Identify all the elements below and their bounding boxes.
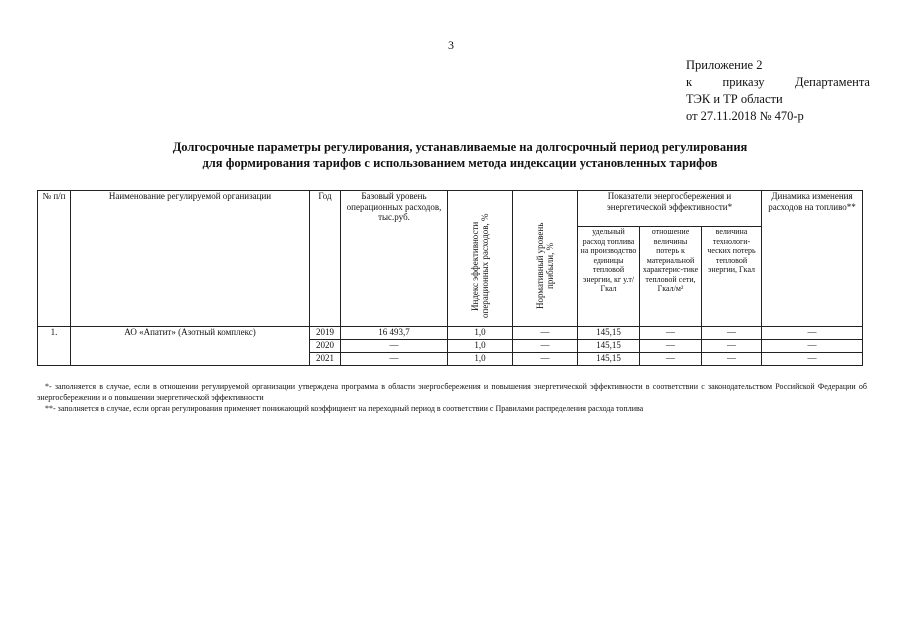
parameters-table — [37, 190, 863, 366]
cell-base: — — [341, 353, 448, 366]
appendix-order-line: к приказу Департамента — [686, 75, 870, 89]
row-num: 1. — [38, 327, 71, 366]
header-fuel-dynamics: Динамика изменения расходов на топливо** — [762, 191, 863, 327]
header-fuel-rate: удельный расход топлива на производство единицы тепловой энергии, кг у.т/Гкал — [578, 227, 640, 327]
header-loss-ratio: отношение величины потерь к материальной характерис-тике тепловой сети, Гкал/м² — [640, 227, 702, 327]
header-year: Год — [310, 191, 341, 327]
header-profit-level: Нормативный уровень прибыли, % — [513, 191, 578, 327]
cell-dynamics: — — [762, 340, 863, 353]
cell-index: 1,0 — [448, 353, 513, 366]
cell-loss-ratio: — — [640, 340, 702, 353]
cell-year: 2019 — [310, 327, 341, 340]
cell-tech-loss: — — [702, 353, 762, 366]
header-base-cost: Базовый уровень операционных расходов, тыс.руб. — [341, 191, 448, 327]
cell-dynamics: — — [762, 327, 863, 340]
appendix-header — [686, 57, 870, 125]
footnote-2: **- заполняется в случае, если орган регулирования применяет понижающий коэффициент на переходный период в соответствии с Правилами распределения расхода топлива — [45, 404, 644, 413]
footnotes — [37, 381, 867, 414]
document-title: Долгосрочные параметры регулирования, устанавливаемые на долгосрочный период регулирования для формирования тарифов с использованием метода индексации установленных тарифов — [172, 140, 748, 170]
cell-base: 16 493,7 — [341, 327, 448, 340]
appendix-title: Приложение 2 — [686, 58, 763, 72]
cell-fuel-rate: 145,15 — [578, 327, 640, 340]
cell-loss-ratio: — — [640, 327, 702, 340]
table-row — [38, 327, 863, 340]
row-org: АО «Апатит» (Азотный комплекс) — [71, 327, 310, 366]
cell-profit: — — [513, 327, 578, 340]
cell-profit: — — [513, 353, 578, 366]
page-number: 3 — [448, 38, 454, 52]
cell-year: 2020 — [310, 340, 341, 353]
cell-tech-loss: — — [702, 340, 762, 353]
cell-year: 2021 — [310, 353, 341, 366]
cell-index: 1,0 — [448, 340, 513, 353]
header-tech-loss: величина технологи-ческих потерь тепловой энергии, Гкал — [702, 227, 762, 327]
header-energy-indicators: Показатели энергосбережения и энергетической эффективности* — [578, 191, 762, 227]
cell-index: 1,0 — [448, 327, 513, 340]
header-num: № п/п — [38, 191, 71, 327]
cell-base: — — [341, 340, 448, 353]
appendix-date: от 27.11.2018 № 470-р — [686, 109, 804, 123]
cell-fuel-rate: 145,15 — [578, 353, 640, 366]
header-efficiency-index: Индекс эффективности операционных расходов, % — [448, 191, 513, 327]
cell-dynamics: — — [762, 353, 863, 366]
cell-tech-loss: — — [702, 327, 762, 340]
header-org: Наименование регулируемой организации — [71, 191, 310, 327]
cell-fuel-rate: 145,15 — [578, 340, 640, 353]
appendix-department: ТЭК и ТР области — [686, 92, 783, 106]
cell-profit: — — [513, 340, 578, 353]
footnote-1: *- заполняется в случае, если в отношении регулируемой организации утверждена программа в области энергосбережения и повышения энергетической эффективности в соответствии с законодательством Российской Федерации об энергосбережении и о повышении энергетической эффективности — [37, 382, 867, 402]
cell-loss-ratio: — — [640, 353, 702, 366]
